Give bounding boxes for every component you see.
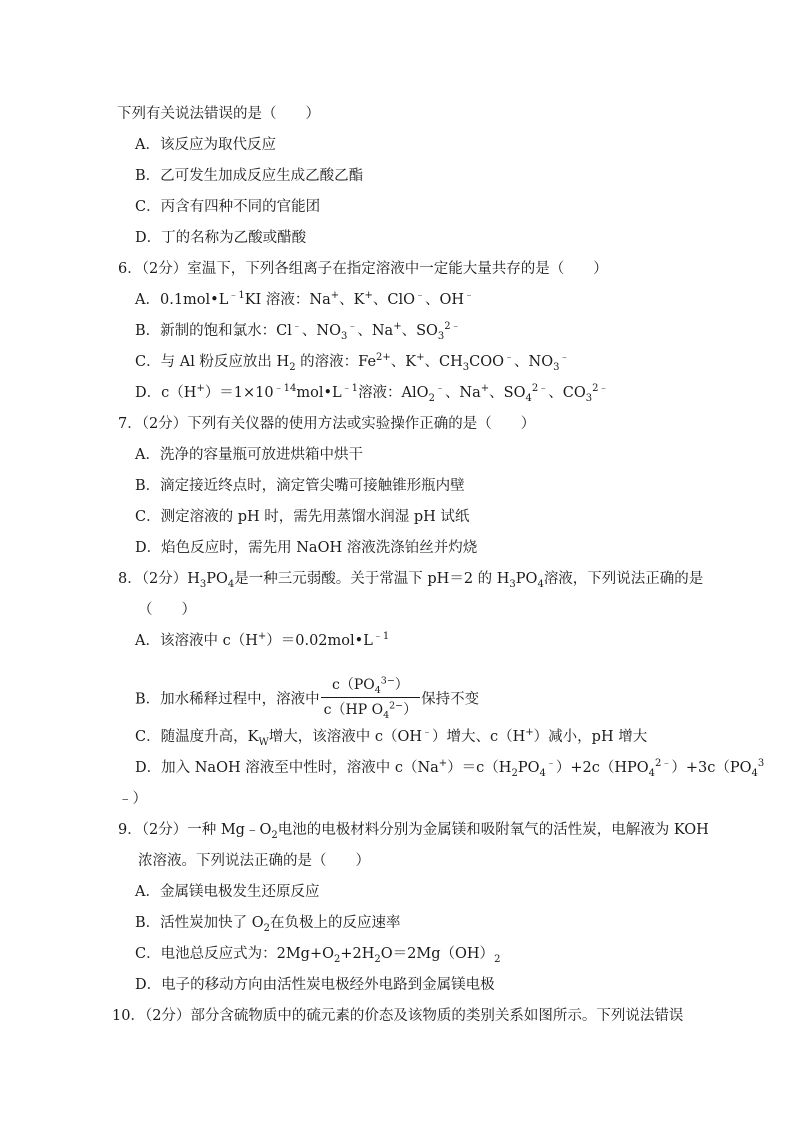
q9-option-d: D．电子的移动方向由活性炭电极经外电路到金属镁电极 [135, 977, 495, 993]
q7-option-a: A．洗净的容量瓶可放进烘箱中烘干 [135, 447, 363, 463]
q9-option-a: A．金属镁电极发生还原反应 [135, 884, 320, 900]
q6-option-c: C．与 Al 粉反应放出 $H_2$ 的溶液：$Fe^{2+}$、K+、$CH_3COO^﹣$、$NO_3^﹣$ [135, 352, 570, 373]
q8-stem: 8．（2分）$H_3PO_4$是一种三元弱酸。关于常温下 pH＝2 的 $H_3PO_4$溶液，下列说法正确的是 [118, 571, 704, 590]
q5-option-c: C．丙含有四种不同的官能团 [135, 199, 321, 215]
q10-stem: 10．（2分）部分含硫物质中的硫元素的价态及该物质的类别关系如图所示。下列说法错误 [112, 1008, 684, 1024]
q8-option-c: C．随温度升高，$K_W$增大，该溶液中 c（OH﹣）增大、c（H+）减小，pH 增大 [135, 727, 648, 748]
q8-option-b: B．加水稀释过程中，溶液中 $\frac{c(PO_4^{3-})}{c(HP O_4^{2-})}$ 保持不变 [135, 675, 480, 721]
q7-option-d: D．焰色反应时，需先用 NaOH 溶液洗涤铂丝并灼烧 [135, 540, 478, 556]
q9-option-b: B．活性炭加快了 $O_2$在负极上的反应速率 [135, 915, 401, 934]
q5-option-d: D．丁的名称为乙酸或醋酸 [135, 230, 307, 246]
concentration-ratio-fraction [321, 676, 420, 719]
q5-option-a: A．该反应为取代反应 [135, 137, 276, 153]
q7-stem: 7．（2分）下列有关仪器的使用方法或实验操作正确的是（ ） [118, 416, 536, 432]
q9-stem-continued: 浓溶液。下列说法正确的是（ ） [138, 853, 370, 869]
q9-option-c: C．电池总反应式为：$2Mg+O_2+2H_2O=2Mg(OH)_2$ [135, 946, 501, 965]
q6-option-a: A．$0.1mol•L^{﹣1}KI$ 溶液：Na+、K+、ClO﹣、OH﹣ [135, 290, 475, 308]
q6-stem: 6．（2分）室温下，下列各组离子在指定溶液中一定能大量共存的是（ ） [118, 261, 608, 277]
q5-option-b: B．乙可发生加成反应生成乙酸乙酯 [135, 168, 364, 184]
fraction-numerator: $c(PO_4^{3-})$ [321, 676, 420, 698]
q6-option-d: D．$c(H^+)=1\times 10^{﹣14}mol•L^{﹣1}$溶液：AlO$_2$﹣、Na+、$SO_4^{2﹣}$、$CO_3^{2﹣}$ [135, 383, 609, 404]
q9-stem: 9．（2分）一种 $Mg﹣O_2$电池的电极材料分别为金属镁和吸附氧气的活性炭，电解液为 KOH [118, 822, 709, 841]
q8-option-d: D．加入 NaOH 溶液至中性时，溶液中 $c(Na^+)=c(H_2PO_4^﹣)+2c(HPO_4^{2﹣})+3c(PO_4^3$ [135, 758, 765, 779]
q7-option-b: B．滴定接近终点时，滴定管尖嘴可接触锥形瓶内壁 [135, 478, 465, 494]
q8-stem-continued: （ ） [138, 602, 196, 618]
q8-option-d-continued: ﹣） [118, 791, 147, 807]
q7-option-c: C．测定溶液的 pH 时，需先用蒸馏水润湿 pH 试纸 [135, 509, 470, 525]
fraction-denominator: c（HP $O_4^{2-}$） [323, 700, 418, 721]
q8-option-a: A．该溶液中 $c(H^+)=0.02mol•L^{﹣1}$ [135, 631, 390, 649]
q6-option-b: B．新制的饱和氯水：Cl﹣、$NO_3^﹣$、Na+、$SO_3^{2﹣}$ [135, 321, 461, 342]
q5-stem: 下列有关说法错误的是（ ） [117, 106, 320, 122]
